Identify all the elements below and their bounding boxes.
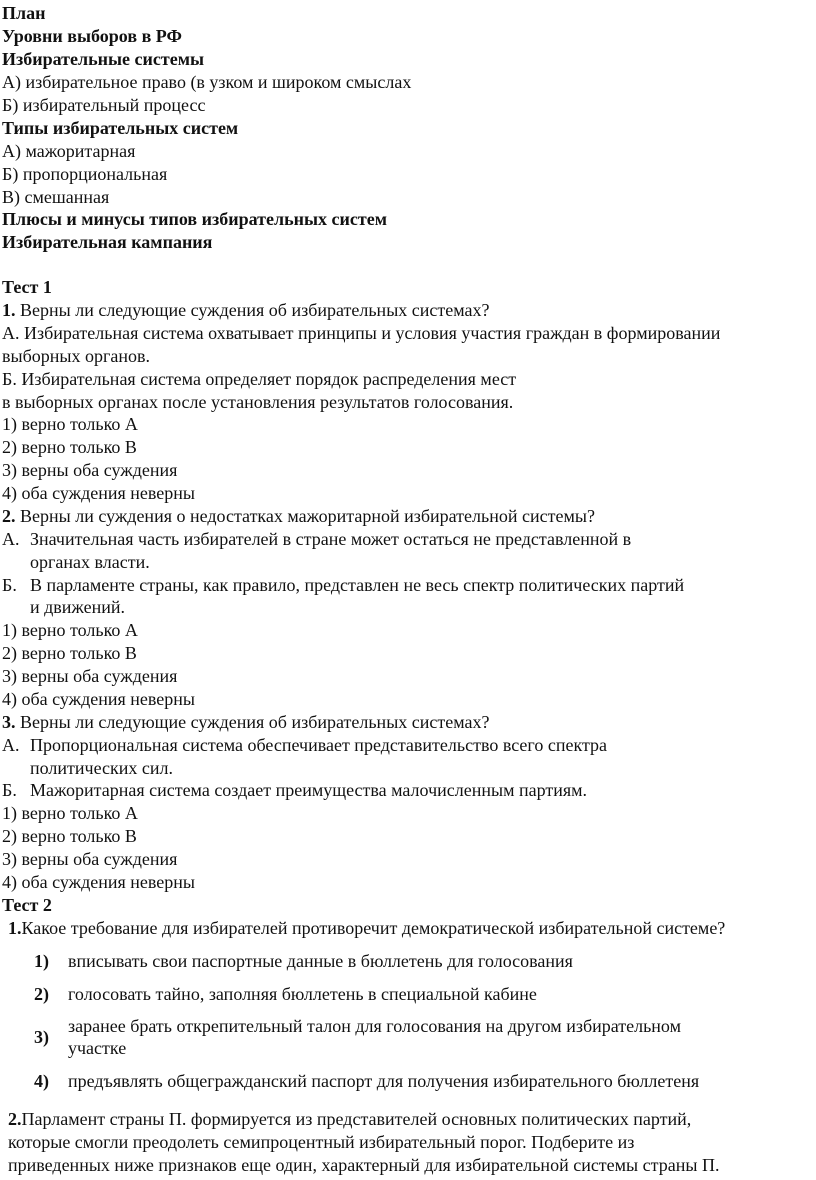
statement-label: А. <box>2 735 20 755</box>
statement-b <box>2 574 684 596</box>
option-text-1: вписывать свои паспортные данные в бюллетень для голосования <box>68 951 573 971</box>
statement-a: А. Избирательная система охватывает принципы и условия участия граждан в формировании <box>2 323 721 343</box>
answer-option-1: 1) верно только А <box>2 803 138 823</box>
plan-title: План <box>2 3 46 23</box>
answer-option-2: 2) верно только В <box>2 437 137 457</box>
option-number-3: 3) <box>34 1027 49 1047</box>
question-2-continued: которые смогли преодолеть семипроцентный избирательный порог. Подберите из <box>8 1132 635 1152</box>
question-2-continued: приведенных ниже признаков еще один, характерный для избирательной системы страны П. <box>8 1155 720 1175</box>
option-text-2: голосовать тайно, заполняя бюллетень в специальной кабине <box>68 984 537 1004</box>
answer-option-1: 1) верно только А <box>2 620 138 640</box>
plan-subitem-process: Б) избирательный процесс <box>2 95 206 115</box>
test1-title: Тест 1 <box>2 277 52 297</box>
statement-text: В парламенте страны, как правило, представлен не весь спектр политических партий <box>30 575 685 595</box>
plan-item-types: Типы избирательных систем <box>2 118 239 138</box>
answer-option-4: 4) оба суждения неверны <box>2 872 196 892</box>
statement-b: Б. Избирательная система определяет порядок распределения мест <box>2 369 517 389</box>
answer-option-3: 3) верны оба суждения <box>2 460 178 480</box>
plan-subitem-majoritarian: А) мажоритарная <box>2 141 136 161</box>
question-2 <box>8 1108 691 1130</box>
statement-a-continued: органах власти. <box>30 552 150 572</box>
statement-b <box>2 779 587 801</box>
option-number-4: 4) <box>34 1071 49 1091</box>
statement-a <box>2 528 631 550</box>
plan-subitem-suffrage: А) избирательное право (в узком и широком смыслах <box>2 72 412 92</box>
question-text: Верны ли следующие суждения об избирательных системах? <box>15 712 490 732</box>
answer-option-4: 4) оба суждения неверны <box>2 483 196 503</box>
answer-option-2: 2) верно только В <box>2 826 137 846</box>
test2-title: Тест 2 <box>2 895 52 915</box>
statement-a-continued: политических сил. <box>30 758 173 778</box>
question-text: Верны ли следующие суждения об избирательных системах? <box>15 300 490 320</box>
statement-label: А. <box>2 529 20 549</box>
question-text: Верны ли суждения о недостатках мажоритарной избирательной системы? <box>15 506 595 526</box>
statement-text: Мажоритарная система создает преимущества малочисленным партиям. <box>30 780 588 800</box>
plan-subitem-proportional: Б) пропорциональная <box>2 164 168 184</box>
statement-label: Б. <box>2 575 17 595</box>
plan-item-systems: Избирательные системы <box>2 49 205 69</box>
statement-text: Значительная часть избирателей в стране может остаться не представленной в <box>30 529 632 549</box>
answer-option-4: 4) оба суждения неверны <box>2 689 196 709</box>
option-text-3: заранее брать открепительный талон для голосования на другом избирательном <box>68 1016 681 1036</box>
question-2 <box>2 505 595 527</box>
question-number: 1. <box>8 918 22 938</box>
question-text: Какое требование для избирателей противоречит демократической избирательной системе? <box>21 918 726 938</box>
option-text-3-continued: участке <box>68 1038 127 1058</box>
question-text: Парламент страны П. формируется из представителей основных политических партий, <box>21 1109 692 1129</box>
plan-item-levels: Уровни выборов в РФ <box>2 26 182 46</box>
plan-item-campaign: Избирательная кампания <box>2 232 213 252</box>
plan-item-pros-cons: Плюсы и минусы типов избирательных систем <box>2 209 387 229</box>
question-3 <box>2 711 490 733</box>
answer-option-2: 2) верно только В <box>2 643 137 663</box>
option-number-1: 1) <box>34 951 49 971</box>
statement-a <box>2 734 607 756</box>
question-number: 2. <box>2 506 16 526</box>
option-number-2: 2) <box>34 984 49 1004</box>
question-1 <box>8 917 725 939</box>
question-number: 1. <box>2 300 16 320</box>
option-text-4: предъявлять общегражданский паспорт для получения избирательного бюллетеня <box>68 1071 700 1091</box>
statement-a-continued: выборных органов. <box>2 346 150 366</box>
statement-b-continued: в выборных органах после установления результатов голосования. <box>2 392 514 412</box>
question-1 <box>2 299 490 321</box>
question-number: 2. <box>8 1109 22 1129</box>
question-number: 3. <box>2 712 16 732</box>
answer-option-3: 3) верны оба суждения <box>2 849 178 869</box>
statement-text: Пропорциональная система обеспечивает представительство всего спектра <box>30 735 608 755</box>
plan-subitem-mixed: В) смешанная <box>2 187 110 207</box>
answer-option-3: 3) верны оба суждения <box>2 666 178 686</box>
answer-option-1: 1) верно только А <box>2 414 138 434</box>
statement-label: Б. <box>2 780 17 800</box>
statement-b-continued: и движений. <box>30 597 126 617</box>
